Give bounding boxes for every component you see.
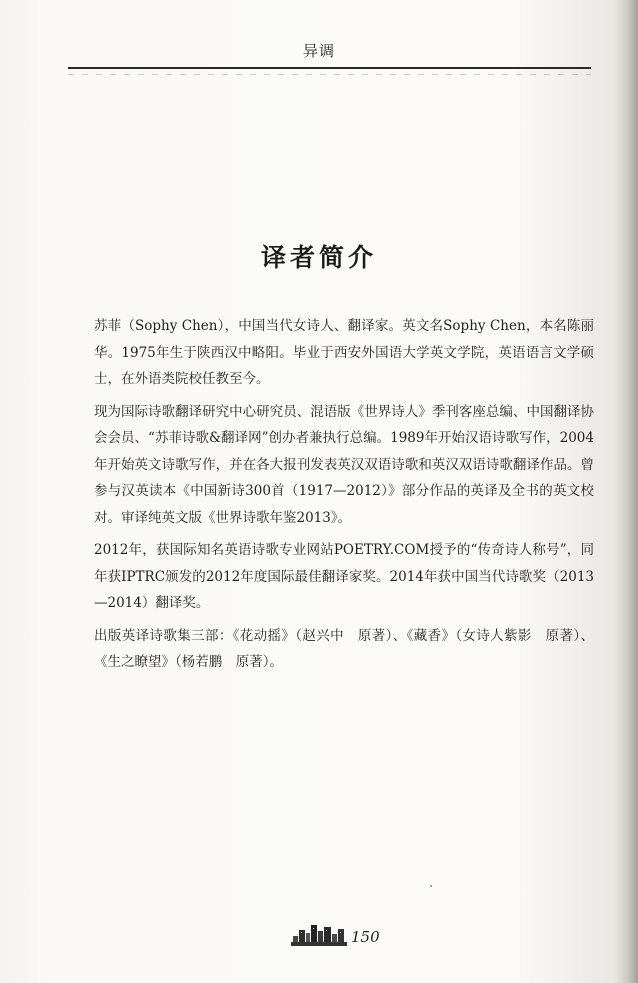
- paragraph-positions: 现为国际诗歌翻译研究中心研究员、混语版《世界诗人》季刊客座总编、中国翻译协会会员、“苏菲诗歌&翻译网”创办者兼执行总编。1989年开始汉语诗歌写作，2004年开始英文诗歌写作，并在各大报刊发表英汉双语诗歌和英汉双语诗歌翻译作品。曾参与汉英读本《中国新诗300首（1917—2012）》部分作品的英译及全书的英文校对。审译纯英文版《世界诗歌年鉴2013》。: [94, 403, 594, 526]
- paragraph-awards: 2012年，获国际知名英语诗歌专业网站POETRY.COM授予的“传奇诗人称号”，同年获IPTRC颁发的2012年度国际最佳翻译家奖。2014年获中国当代诗歌奖（2013—2014）翻译奖。: [94, 542, 594, 611]
- paragraph-intro: 苏菲（Sophy Chen），中国当代女诗人、翻译家。英文名Sophy Chen，本名陈丽华。1975年生于陕西汉中略阳。毕业于西安外国语大学英文学院，英语语言文学硕士，在外语类院校任教至今。: [94, 318, 594, 387]
- header-rule: [68, 67, 591, 69]
- scan-speck: [430, 885, 432, 887]
- paragraph-publications: 出版英译诗歌集三部：《花动摇》（赵兴中 原著）、《藏香》（女诗人紫影 原著）、《生之瞭望》（杨若鹏 原著）。: [94, 627, 594, 670]
- body-text: [94, 313, 594, 682]
- running-header: 异调: [302, 42, 335, 60]
- header-rule-faint: [68, 74, 591, 75]
- cityscape-ornament-icon: [291, 922, 347, 946]
- page-number: 150: [351, 928, 380, 946]
- page-title: 译者简介: [260, 243, 377, 272]
- page-edge-shadow: [616, 0, 638, 983]
- page-footer: [291, 922, 380, 946]
